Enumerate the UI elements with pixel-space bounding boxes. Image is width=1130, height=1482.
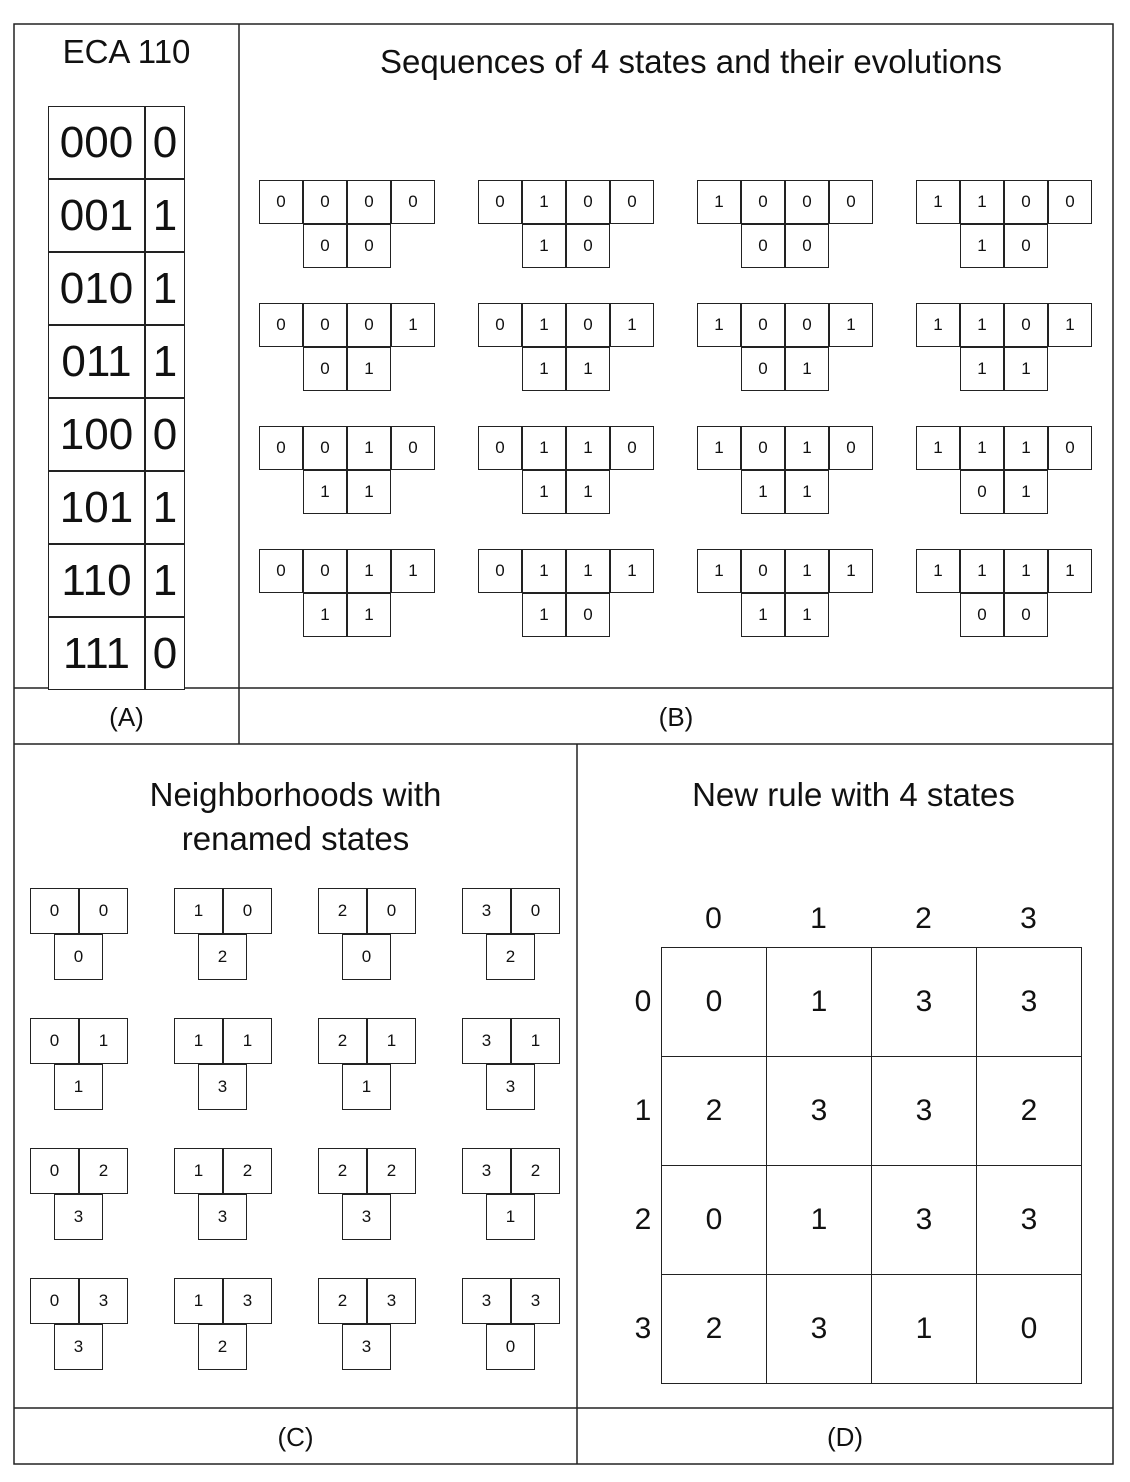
sequence-top-cell: 1 xyxy=(960,180,1004,224)
eca-neighborhood-cell: 110 xyxy=(48,544,145,617)
eca-output-cell: 1 xyxy=(145,252,185,325)
renamed-neighborhood-cell: 3 xyxy=(462,888,511,934)
renamed-result-cell: 2 xyxy=(198,934,247,980)
eca-neighborhood-cell: 100 xyxy=(48,398,145,471)
panel-a-caption: (A) xyxy=(109,702,144,732)
renamed-neighborhood-cell: 2 xyxy=(511,1148,560,1194)
sequence-top-cell: 0 xyxy=(829,180,873,224)
sequence-evolution-cell: 1 xyxy=(741,470,785,514)
rule-cell: 0 xyxy=(661,1165,767,1275)
sequence-top-cell: 1 xyxy=(391,303,435,347)
sequence-top-cell: 1 xyxy=(566,426,610,470)
sequence-top-cell: 1 xyxy=(1004,549,1048,593)
sequence-top-cell: 0 xyxy=(741,549,785,593)
sequence-top-cell: 0 xyxy=(478,549,522,593)
sequence-top-cell: 0 xyxy=(566,180,610,224)
panel-b-caption: (B) xyxy=(658,702,694,732)
sequence-top-cell: 1 xyxy=(697,549,741,593)
sequence-top-cell: 0 xyxy=(391,180,435,224)
sequence-evolution-cell: 1 xyxy=(741,593,785,637)
sequence-top-cell: 0 xyxy=(391,426,435,470)
sequence-top-cell: 1 xyxy=(522,303,566,347)
eca-neighborhood-cell: 000 xyxy=(48,106,145,179)
renamed-neighborhood-cell: 2 xyxy=(79,1148,128,1194)
sequence-top-cell: 1 xyxy=(1004,426,1048,470)
sequence-evolution-cell: 0 xyxy=(566,593,610,637)
sequence-top-cell: 0 xyxy=(741,180,785,224)
renamed-neighborhood-cell: 1 xyxy=(79,1018,128,1064)
sequence-top-cell: 0 xyxy=(303,180,347,224)
panel-c-caption: (C) xyxy=(277,1422,314,1452)
renamed-neighborhood-cell: 0 xyxy=(30,1148,79,1194)
rule-cell: 2 xyxy=(661,1274,767,1384)
panel-c-title-line2: renamed states xyxy=(181,820,410,857)
sequence-top-cell: 1 xyxy=(960,549,1004,593)
sequence-top-cell: 1 xyxy=(916,549,960,593)
sequence-evolution-cell: 0 xyxy=(303,347,347,391)
renamed-result-cell: 3 xyxy=(198,1194,247,1240)
sequence-evolution-cell: 1 xyxy=(522,224,566,268)
rule-cell: 3 xyxy=(766,1056,872,1166)
sequence-top-cell: 1 xyxy=(1048,303,1092,347)
sequence-evolution-cell: 0 xyxy=(1004,593,1048,637)
rule-cell: 2 xyxy=(661,1056,767,1166)
sequence-top-cell: 1 xyxy=(785,426,829,470)
panel-c-title-line1: Neighborhoods with xyxy=(149,776,442,813)
renamed-neighborhood-cell: 2 xyxy=(318,1278,367,1324)
rule-cell: 3 xyxy=(976,1165,1082,1275)
renamed-neighborhood-cell: 0 xyxy=(30,1018,79,1064)
sequence-evolution-cell: 1 xyxy=(1004,470,1048,514)
sequence-top-cell: 1 xyxy=(916,303,960,347)
eca-neighborhood-cell: 010 xyxy=(48,252,145,325)
renamed-neighborhood-cell: 2 xyxy=(318,888,367,934)
sequence-top-cell: 1 xyxy=(785,549,829,593)
sequence-top-cell: 0 xyxy=(610,180,654,224)
renamed-result-cell: 2 xyxy=(198,1324,247,1370)
renamed-neighborhood-cell: 3 xyxy=(511,1278,560,1324)
sequence-top-cell: 1 xyxy=(916,426,960,470)
renamed-neighborhood-cell: 3 xyxy=(462,1018,511,1064)
sequence-evolution-cell: 1 xyxy=(1004,347,1048,391)
renamed-neighborhood-cell: 2 xyxy=(223,1148,272,1194)
sequence-evolution-cell: 1 xyxy=(347,593,391,637)
rule-cell: 3 xyxy=(871,1056,977,1166)
sequence-top-cell: 1 xyxy=(522,426,566,470)
rule-cell: 3 xyxy=(871,1165,977,1275)
renamed-neighborhood-cell: 1 xyxy=(174,1148,223,1194)
renamed-result-cell: 1 xyxy=(486,1194,535,1240)
eca-output-cell: 1 xyxy=(145,325,185,398)
eca-output-cell: 1 xyxy=(145,471,185,544)
sequence-evolution-cell: 0 xyxy=(566,224,610,268)
rule-cell: 0 xyxy=(976,1274,1082,1384)
renamed-result-cell: 3 xyxy=(342,1194,391,1240)
sequence-top-cell: 0 xyxy=(1004,303,1048,347)
sequence-evolution-cell: 1 xyxy=(522,470,566,514)
eca-output-cell: 0 xyxy=(145,398,185,471)
eca-neighborhood-cell: 111 xyxy=(48,617,145,690)
sequence-evolution-cell: 1 xyxy=(347,347,391,391)
sequence-top-cell: 1 xyxy=(960,303,1004,347)
sequence-top-cell: 0 xyxy=(1004,180,1048,224)
rule-cell: 3 xyxy=(766,1274,872,1384)
sequence-evolution-cell: 0 xyxy=(1004,224,1048,268)
eca-neighborhood-cell: 101 xyxy=(48,471,145,544)
panel-a-title: ECA 110 xyxy=(62,33,191,70)
sequence-top-cell: 1 xyxy=(960,426,1004,470)
renamed-result-cell: 2 xyxy=(486,934,535,980)
sequence-top-cell: 1 xyxy=(522,549,566,593)
sequence-top-cell: 0 xyxy=(303,426,347,470)
eca-output-cell: 0 xyxy=(145,617,185,690)
renamed-neighborhood-cell: 1 xyxy=(174,888,223,934)
panel-d-caption: (D) xyxy=(826,1422,864,1452)
sequence-evolution-cell: 0 xyxy=(785,224,829,268)
sequence-top-cell: 1 xyxy=(916,180,960,224)
renamed-neighborhood-cell: 0 xyxy=(511,888,560,934)
sequence-top-cell: 0 xyxy=(829,426,873,470)
rule-column-label: 2 xyxy=(915,902,932,935)
rule-column-label: 3 xyxy=(1020,902,1037,935)
sequence-top-cell: 0 xyxy=(259,549,303,593)
sequence-top-cell: 1 xyxy=(829,303,873,347)
eca-neighborhood-cell: 001 xyxy=(48,179,145,252)
renamed-result-cell: 1 xyxy=(342,1064,391,1110)
renamed-neighborhood-cell: 1 xyxy=(223,1018,272,1064)
sequence-top-cell: 1 xyxy=(391,549,435,593)
eca-output-cell: 0 xyxy=(145,106,185,179)
renamed-neighborhood-cell: 3 xyxy=(79,1278,128,1324)
sequence-evolution-cell: 0 xyxy=(741,347,785,391)
renamed-result-cell: 0 xyxy=(54,934,103,980)
sequence-evolution-cell: 1 xyxy=(566,347,610,391)
rule-cell: 3 xyxy=(871,947,977,1057)
rule-row-label: 0 xyxy=(634,984,652,1018)
sequence-top-cell: 0 xyxy=(259,426,303,470)
rule-cell: 3 xyxy=(976,947,1082,1057)
sequence-evolution-cell: 1 xyxy=(960,347,1004,391)
renamed-neighborhood-cell: 1 xyxy=(174,1278,223,1324)
sequence-top-cell: 0 xyxy=(1048,180,1092,224)
sequence-top-cell: 0 xyxy=(478,180,522,224)
sequence-evolution-cell: 0 xyxy=(960,593,1004,637)
sequence-evolution-cell: 1 xyxy=(785,470,829,514)
rule-row-label: 3 xyxy=(634,1311,652,1345)
eca-neighborhood-cell: 011 xyxy=(48,325,145,398)
sequence-top-cell: 1 xyxy=(610,549,654,593)
sequence-top-cell: 1 xyxy=(1048,549,1092,593)
renamed-result-cell: 0 xyxy=(486,1324,535,1370)
renamed-result-cell: 3 xyxy=(342,1324,391,1370)
sequence-evolution-cell: 1 xyxy=(785,347,829,391)
renamed-neighborhood-cell: 0 xyxy=(79,888,128,934)
sequence-top-cell: 1 xyxy=(347,549,391,593)
sequence-top-cell: 0 xyxy=(303,303,347,347)
renamed-neighborhood-cell: 2 xyxy=(367,1148,416,1194)
sequence-top-cell: 1 xyxy=(697,303,741,347)
sequence-top-cell: 0 xyxy=(478,303,522,347)
sequence-top-cell: 1 xyxy=(610,303,654,347)
renamed-neighborhood-cell: 3 xyxy=(462,1148,511,1194)
sequence-top-cell: 0 xyxy=(741,303,785,347)
panel-b-title: Sequences of 4 states and their evolutions xyxy=(380,43,1002,80)
sequence-evolution-cell: 0 xyxy=(960,470,1004,514)
sequence-evolution-cell: 1 xyxy=(303,470,347,514)
sequence-top-cell: 0 xyxy=(478,426,522,470)
sequence-top-cell: 0 xyxy=(1048,426,1092,470)
eca-output-cell: 1 xyxy=(145,544,185,617)
sequence-top-cell: 0 xyxy=(347,303,391,347)
sequence-top-cell: 0 xyxy=(259,303,303,347)
sequence-top-cell: 0 xyxy=(347,180,391,224)
sequence-evolution-cell: 1 xyxy=(785,593,829,637)
sequence-top-cell: 0 xyxy=(785,180,829,224)
sequence-top-cell: 1 xyxy=(522,180,566,224)
sequence-top-cell: 1 xyxy=(697,180,741,224)
renamed-result-cell: 1 xyxy=(54,1064,103,1110)
renamed-neighborhood-cell: 3 xyxy=(462,1278,511,1324)
rule-column-label: 0 xyxy=(705,902,722,935)
renamed-neighborhood-cell: 2 xyxy=(318,1018,367,1064)
sequence-top-cell: 1 xyxy=(829,549,873,593)
rule-row-label: 1 xyxy=(634,1093,652,1127)
sequence-top-cell: 0 xyxy=(741,426,785,470)
sequence-evolution-cell: 0 xyxy=(347,224,391,268)
renamed-result-cell: 3 xyxy=(54,1324,103,1370)
sequence-evolution-cell: 1 xyxy=(566,470,610,514)
renamed-neighborhood-cell: 0 xyxy=(367,888,416,934)
sequence-top-cell: 0 xyxy=(303,549,347,593)
renamed-neighborhood-cell: 0 xyxy=(30,1278,79,1324)
sequence-evolution-cell: 0 xyxy=(303,224,347,268)
sequence-top-cell: 1 xyxy=(347,426,391,470)
rule-cell: 1 xyxy=(766,1165,872,1275)
sequence-top-cell: 0 xyxy=(566,303,610,347)
sequence-top-cell: 0 xyxy=(785,303,829,347)
rule-cell: 0 xyxy=(661,947,767,1057)
rule-column-label: 1 xyxy=(810,902,827,935)
renamed-neighborhood-cell: 3 xyxy=(223,1278,272,1324)
sequence-evolution-cell: 1 xyxy=(960,224,1004,268)
renamed-neighborhood-cell: 0 xyxy=(30,888,79,934)
sequence-evolution-cell: 1 xyxy=(303,593,347,637)
renamed-neighborhood-cell: 1 xyxy=(367,1018,416,1064)
renamed-neighborhood-cell: 0 xyxy=(223,888,272,934)
sequence-top-cell: 0 xyxy=(610,426,654,470)
renamed-result-cell: 3 xyxy=(54,1194,103,1240)
renamed-neighborhood-cell: 2 xyxy=(318,1148,367,1194)
sequence-top-cell: 0 xyxy=(259,180,303,224)
rule-row-label: 2 xyxy=(634,1202,652,1236)
sequence-evolution-cell: 1 xyxy=(522,347,566,391)
sequence-evolution-cell: 1 xyxy=(522,593,566,637)
rule-cell: 1 xyxy=(766,947,872,1057)
panel-d-title: New rule with 4 states xyxy=(692,776,1015,813)
sequence-top-cell: 1 xyxy=(697,426,741,470)
sequence-evolution-cell: 0 xyxy=(741,224,785,268)
renamed-neighborhood-cell: 1 xyxy=(174,1018,223,1064)
renamed-neighborhood-cell: 3 xyxy=(367,1278,416,1324)
sequence-evolution-cell: 1 xyxy=(347,470,391,514)
renamed-result-cell: 3 xyxy=(198,1064,247,1110)
sequence-top-cell: 1 xyxy=(566,549,610,593)
renamed-result-cell: 3 xyxy=(486,1064,535,1110)
rule-cell: 1 xyxy=(871,1274,977,1384)
eca-output-cell: 1 xyxy=(145,179,185,252)
rule-cell: 2 xyxy=(976,1056,1082,1166)
renamed-result-cell: 0 xyxy=(342,934,391,980)
renamed-neighborhood-cell: 1 xyxy=(511,1018,560,1064)
